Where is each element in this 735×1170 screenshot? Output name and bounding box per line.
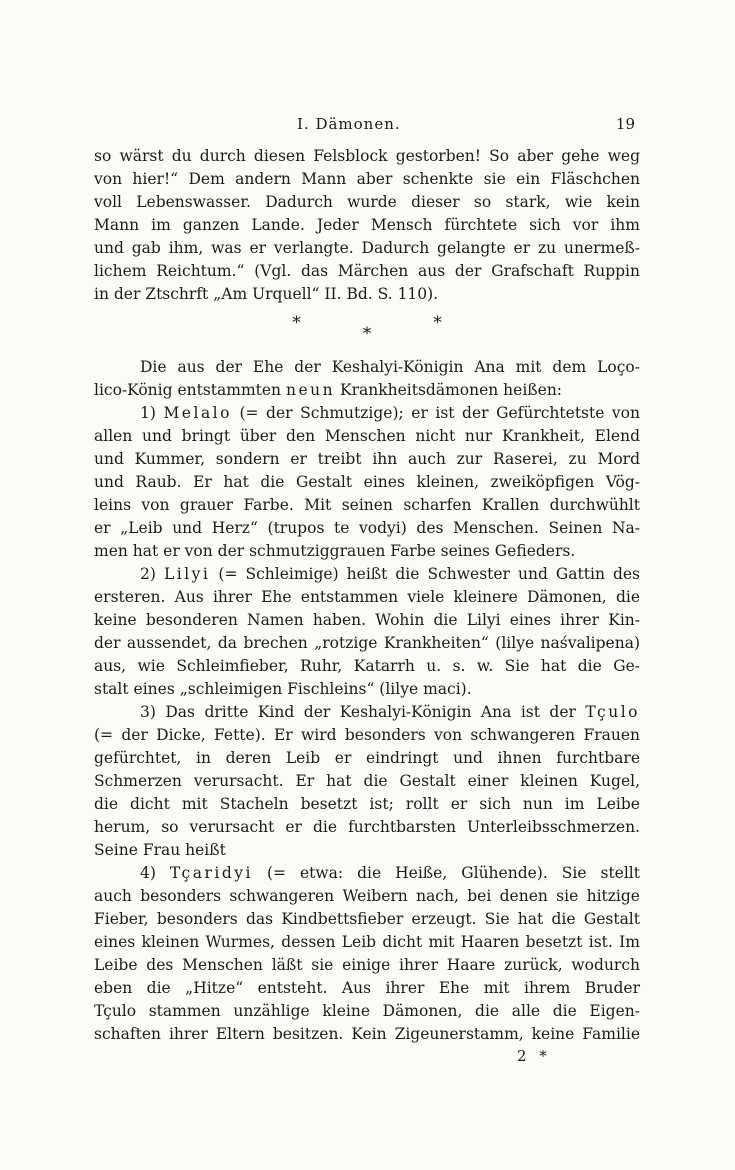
signature-mark: 2 * — [517, 1047, 551, 1065]
text-line — [94, 724, 640, 747]
text-segment: (= Schleimige) heißt die Schwester und Gattin des — [210, 565, 641, 583]
text-line — [94, 632, 640, 655]
emphasized-word: Melalo — [163, 404, 232, 422]
text-segment: (= etwa: die Heiße, Glühende). Sie stellt — [252, 864, 640, 882]
text-segment: voll Lebenswasser. Dadurch wurde dieser so stark, wie kein — [94, 193, 640, 211]
text-line — [94, 402, 640, 425]
text-segment: Tçulo stammen unzählige kleine Dämonen, die alle die Eigen- — [94, 1002, 640, 1020]
text-line — [94, 145, 640, 168]
text-line — [94, 885, 640, 908]
page-header — [94, 115, 640, 135]
page-footer — [94, 1047, 640, 1067]
text-line — [94, 839, 640, 862]
text-line — [94, 678, 640, 701]
text-segment: und Raub. Er hat die Gestalt eines kleinen, zweiköpfigen Vög- — [94, 473, 640, 491]
text-line — [94, 260, 640, 283]
paragraph — [94, 862, 640, 1046]
text-segment: lico-König entstammten — [94, 381, 286, 399]
text-segment: Die aus der Ehe der Keshalyi-Königin Ana mit dem Loço- — [140, 358, 640, 376]
text-segment: men hat er von der schmutziggrauen Farbe seines Gefieders. — [94, 542, 576, 560]
text-line — [94, 379, 640, 402]
text-line — [94, 977, 640, 1000]
text-column — [94, 115, 640, 1067]
paragraph — [94, 402, 640, 563]
text-segment: allen und bringt über den Menschen nicht nur Krankheit, Elend — [94, 427, 640, 445]
text-segment: 3) Das dritte Kind der Keshalyi-Königin Ana ist der — [140, 703, 586, 721]
text-line — [94, 471, 640, 494]
text-line — [94, 1023, 640, 1046]
text-line — [94, 237, 640, 260]
text-segment: von hier!“ Dem andern Mann aber schenkte sie ein Fläschchen — [94, 170, 640, 188]
text-line — [94, 954, 640, 977]
text-segment: eines kleinen Wurmes, dessen Leib dicht mit Haaren besetzt ist. Im — [94, 933, 640, 951]
text-segment: in der Ztschrft „Am Urquell“ II. Bd. S. 110). — [94, 285, 439, 303]
text-segment: eben die „Hitze“ entsteht. Aus ihrer Ehe mit ihrem Bruder — [94, 979, 640, 997]
text-segment: ersteren. Aus ihrer Ehe entstammen viele kleinere Dämonen, die — [94, 588, 640, 606]
text-segment: keine besonderen Namen haben. Wohin die Lilyi eines ihrer Kin- — [94, 611, 640, 629]
text-line — [94, 563, 640, 586]
paragraph — [94, 701, 640, 862]
text-line — [94, 494, 640, 517]
chapter-title: I. Dämonen. — [297, 115, 401, 133]
emphasized-word: neun — [285, 381, 336, 399]
body-text — [94, 145, 640, 1046]
text-line — [94, 609, 640, 632]
text-line — [94, 816, 640, 839]
text-line — [94, 862, 640, 885]
emphasized-word: Lilyi — [163, 565, 211, 583]
text-line — [94, 540, 640, 563]
text-segment: der aussendet, da brechen „rotzige Krankheiten“ (lilye naśvalipena) — [94, 634, 640, 652]
asterisk: * — [292, 313, 301, 333]
text-segment: und Kummer, sondern er treibt ihn auch zur Raserei, zu Mord — [94, 450, 640, 468]
text-segment: lichem Reichtum.“ (Vgl. das Märchen aus der Grafschaft Ruppin — [94, 262, 640, 280]
text-segment: aus, wie Schleimfieber, Ruhr, Katarrh u. s. w. Sie hat die Ge- — [94, 657, 640, 675]
text-segment: Seine Frau heißt — [94, 841, 226, 859]
text-segment: gefürchtet, in deren Leib er eindringt und ihnen furchtbare — [94, 749, 640, 767]
text-segment: herum, so verursacht er die furchtbarsten Unterleibsschmerzen. — [94, 818, 640, 836]
text-line — [94, 770, 640, 793]
paragraph — [94, 563, 640, 701]
text-line — [94, 793, 640, 816]
text-line — [94, 586, 640, 609]
text-line — [94, 931, 640, 954]
text-line — [94, 425, 640, 448]
paragraph — [94, 145, 640, 306]
text-segment: und gab ihm, was er verlangte. Dadurch gelangte er zu unermeß- — [94, 239, 640, 257]
text-segment: leins von grauer Farbe. Mit seinen scharfen Krallen durchwühlt — [94, 496, 640, 514]
asterisk: * — [362, 324, 372, 344]
text-segment: 2) — [140, 565, 164, 583]
paragraph — [94, 356, 640, 402]
text-segment: (= der Schmutzige); er ist der Gefürchtetste von — [231, 404, 640, 422]
text-segment: Schmerzen verursacht. Er hat die Gestalt einer kleinen Kugel, — [94, 772, 640, 790]
text-segment: so wärst du durch diesen Felsblock gestorben! So aber gehe weg — [94, 147, 640, 165]
asterisk: * — [433, 313, 442, 333]
text-segment: die dicht mit Stacheln besetzt ist; rollt er sich nun im Leibe — [94, 795, 640, 813]
text-line — [94, 448, 640, 471]
text-segment: auch besonders schwangeren Weibern nach, bei denen sie hitzige — [94, 887, 640, 905]
text-line — [94, 701, 640, 724]
text-segment: Krankheitsdämonen heißen: — [335, 381, 563, 399]
asterisk-separator — [94, 313, 640, 349]
emphasized-word: Tçaridyi — [169, 864, 253, 882]
text-line — [94, 655, 640, 678]
text-segment: schaften ihrer Eltern besitzen. Kein Zigeunerstamm, keine Familie — [94, 1025, 640, 1043]
text-line — [94, 214, 640, 237]
page-number: 19 — [615, 115, 635, 133]
text-line — [94, 168, 640, 191]
text-line — [94, 1000, 640, 1023]
text-segment: stalt eines „schleimigen Fischleins“ (lilye maci). — [94, 680, 472, 698]
text-segment: 4) — [140, 864, 170, 882]
text-segment: Fieber, besonders das Kindbettsfieber erzeugt. Sie hat die Gestalt — [94, 910, 640, 928]
text-line — [94, 747, 640, 770]
text-segment: Leibe des Menschen läßt sie einige ihrer Haare zurück, wodurch — [94, 956, 640, 974]
emphasized-word: Tçulo — [585, 703, 640, 721]
text-line — [94, 908, 640, 931]
text-segment: Mann im ganzen Lande. Jeder Mensch fürchtete sich vor ihm — [94, 216, 640, 234]
text-line — [94, 283, 640, 306]
text-segment: 1) — [140, 404, 164, 422]
text-segment: er „Leib und Herz“ (trupos te vodyi) des Menschen. Seinen Na- — [94, 519, 640, 537]
text-line — [94, 191, 640, 214]
text-line — [94, 517, 640, 540]
text-segment: (= der Dicke, Fette). Er wird besonders von schwangeren Frauen — [94, 726, 640, 744]
